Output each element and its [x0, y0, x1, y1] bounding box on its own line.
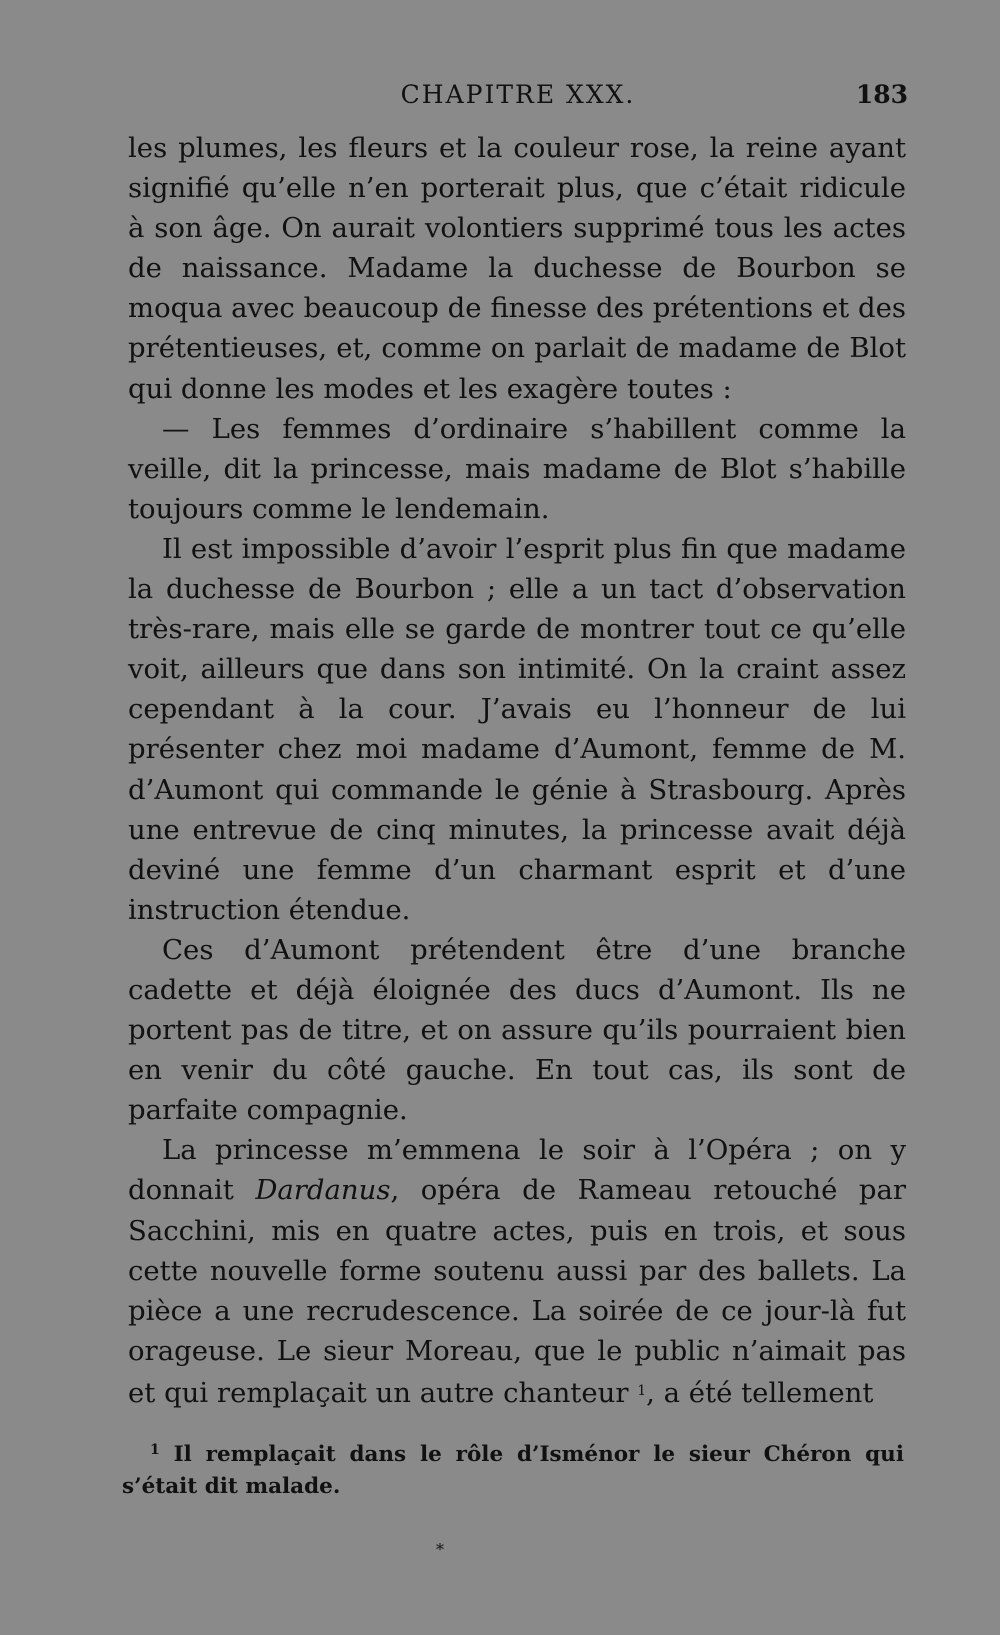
footnote-mark: 1 — [150, 1442, 160, 1458]
paragraph: les plumes, les fleurs et la couleur rose, la reine ayant signifié qu’elle n’en porterait plus, que c’était ridicule à son âge. On aurait volontiers supprimé tous les actes de naissance. Madame la duchesse de Bourbon se moqua avec beaucoup de finesse des prétentions et des prétentieuses, et, comme on parlait de madame de Blot qui donne les modes et les exagère toutes : — [128, 132, 906, 405]
text-run: La princesse m’emmena le soir à l’Opéra ; on y donnait — [128, 1134, 906, 1207]
running-head: CHAPITRE XXX. — [400, 80, 636, 109]
text-run: , a été tellement — [646, 1376, 874, 1409]
paragraph: Il est impossible d’avoir l’esprit plus fin que madame la duchesse de Bourbon ; elle a un tact d’observation très-rare, mais elle se garde de montrer tout ce qu’elle voit, ailleurs que dans son intimité. On la craint assez cependant à la cour. J’avais eu l’honneur de lui présenter chez moi madame d’Aumont, femme de M. d’Aumont qui commande le génie à Strasbourg. Après une entrevue de cinq minutes, la princesse avait déjà deviné une femme d’un charmant esprit et d’une instruction étendue. — [128, 532, 906, 926]
footnote-text: Il remplaçait dans le rôle d’Isménor le sieur Chéron qui s’était dit malade. — [122, 1442, 904, 1499]
paragraph: — Les femmes d’ordinaire s’habillent comme la veille, dit la princesse, mais madame de Blot s’habille toujours comme le lendemain. — [128, 412, 906, 525]
page-header — [128, 78, 908, 118]
opera-title: Dardanus — [255, 1174, 391, 1207]
signature-star: * — [436, 1540, 444, 1559]
page-number: 183 — [855, 80, 908, 109]
footnote-reference[interactable]: 1 — [637, 1382, 647, 1399]
footnote — [122, 1434, 904, 1503]
footnote-paragraph — [122, 1434, 904, 1503]
paragraph — [128, 1130, 906, 1413]
text-run: , opéra de Rameau retouché par Sacchini, mis en quatre actes, puis en trois, et sous cette nouvelle forme soutenu aussi par des ballets. La pièce a une recrudescence. La soirée de ce jour-là fut orageuse. Le sieur Moreau, que le public n’aimait pas et qui remplaçait un autre chanteur — [128, 1174, 906, 1409]
paragraph: Ces d’Aumont prétendent être d’une branche cadette et déjà éloignée des ducs d’Aumont. Ils ne portent pas de titre, et on assure qu’ils pourraient bien en venir du côté gauche. En tout cas, ils sont de parfaite compagnie. — [128, 933, 906, 1127]
body-text — [128, 128, 906, 1413]
